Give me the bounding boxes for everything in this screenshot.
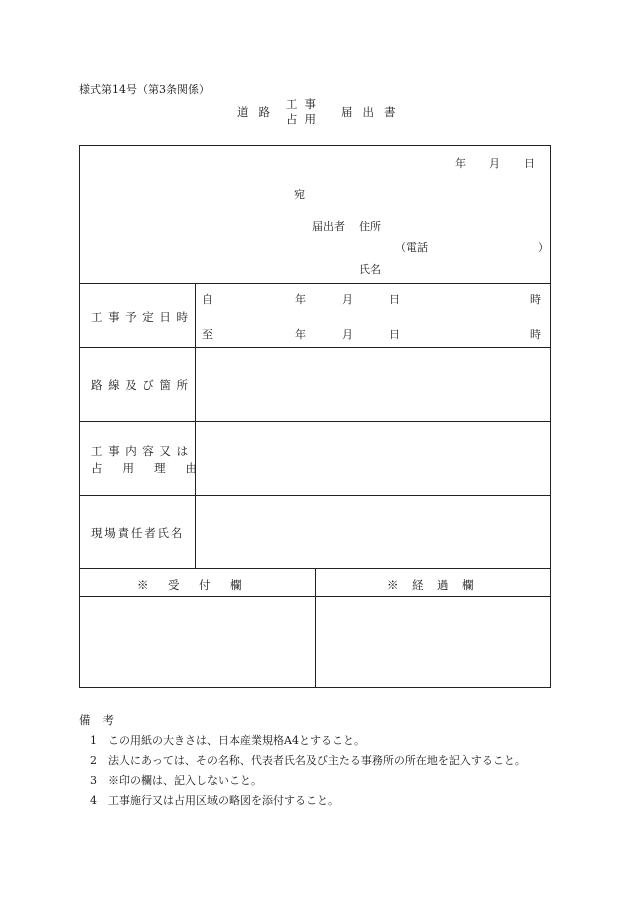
schedule-to-year: 年 (295, 328, 306, 341)
note-number: 4 (90, 794, 97, 807)
addressee-label: 宛 (294, 188, 305, 201)
note-text: 法人にあっては、その名称、代表者氏名及び主たる事務所の所在地を記入すること。 (108, 754, 526, 767)
phone-close: ） (538, 241, 549, 254)
address-label: 住所 (359, 220, 381, 233)
note-number: 2 (90, 754, 97, 767)
note-number: 3 (90, 774, 97, 787)
schedule-from: 自 (202, 293, 213, 306)
schedule-to: 至 (202, 328, 213, 341)
note-text: この用紙の大きさは、日本産業規格A4とすること。 (108, 734, 365, 747)
note-text: ※印の欄は、記入しないこと。 (108, 774, 262, 787)
notifier-label: 届出者 (312, 220, 345, 233)
reception-label: ※ 受 付 欄 (137, 578, 246, 592)
title-construction: 工事 (286, 97, 323, 111)
schedule-to-month: 月 (342, 328, 353, 341)
schedule-to-hour: 時 (530, 328, 541, 341)
route-label: 路線及び箇所 (91, 378, 194, 392)
row-divider (79, 347, 551, 348)
row-divider (79, 495, 551, 496)
title-road: 道路 (237, 105, 280, 119)
form-number: 様式第14号（第3条関係） (79, 83, 210, 96)
schedule-from-year: 年 (295, 293, 306, 306)
note-item (90, 732, 365, 748)
row-divider (79, 283, 551, 284)
title-occupancy: 占用 (286, 112, 323, 126)
date-month-label: 月 (489, 157, 500, 170)
note-text: 工事施行又は占用区域の略図を添付すること。 (108, 794, 339, 807)
note-item (90, 772, 262, 788)
note-item (90, 752, 526, 768)
progress-label: ※ 経 過 欄 (387, 578, 475, 592)
date-day-label: 日 (524, 157, 535, 170)
content-label-line1: 工事内容又は (91, 444, 194, 458)
row-divider (79, 421, 551, 422)
column-divider (195, 283, 196, 568)
date-year-label: 年 (455, 157, 466, 170)
note-item (90, 792, 339, 808)
phone-label: （電話 (395, 241, 428, 254)
supervisor-label: 現場責任者氏名 (91, 526, 185, 540)
schedule-label: 工事予定日時 (91, 310, 194, 324)
content-label-line2: 占用理由 (91, 461, 217, 475)
schedule-to-day: 日 (389, 328, 400, 341)
column-divider (315, 568, 316, 688)
name-label: 氏名 (359, 263, 381, 276)
title-notification: 届出書 (341, 105, 406, 119)
schedule-from-hour: 時 (530, 293, 541, 306)
schedule-from-day: 日 (389, 293, 400, 306)
schedule-from-month: 月 (342, 293, 353, 306)
notes-title: 備考 (79, 713, 126, 727)
title-stack (286, 97, 326, 127)
note-number: 1 (90, 734, 97, 747)
